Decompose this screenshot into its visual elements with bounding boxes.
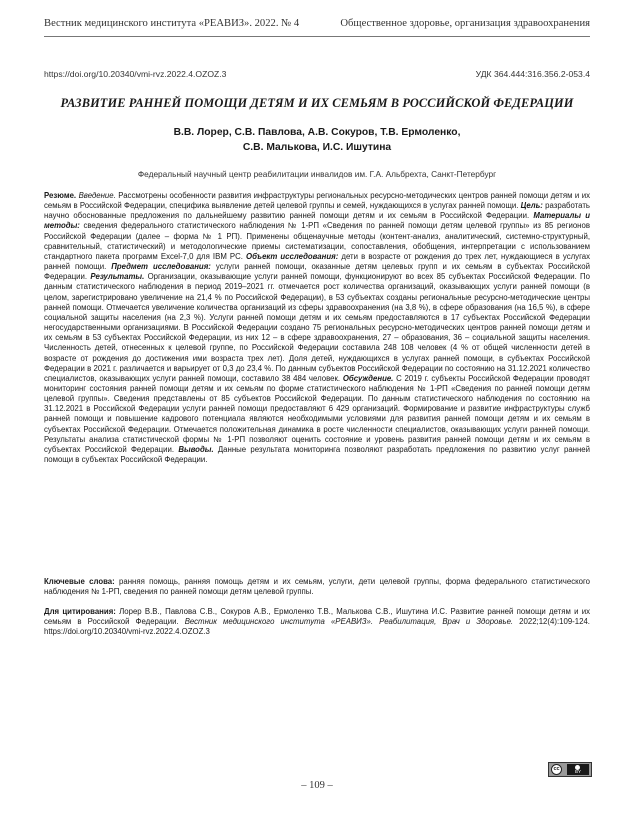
authors-line-1: В.В. Лорер, С.В. Павлова, А.В. Сокуров, Т.В. Ермоленко, [173,127,461,138]
keywords-label: Ключевые слова: [44,577,115,586]
methods-label: Материалы и методы: [44,211,590,231]
udk-code: УДК 364.444:316.356.2-053.4 [475,69,590,79]
header-rule [44,36,590,37]
cc-by-license-badge[interactable] [548,762,592,777]
results-label: Результаты. [90,272,145,282]
discussion-text: С 2019 г. субъекты Российской Федерации проводят мониторинг состояния ранней помощи детям и их семьям по форме статистического наблюдения № 1-РП «Сведения по ранней помощи детям целевой группы». Сведения представлены от 85 субъектов Российской Федерации. По данным статистического наблюдения по состоянию на 31.12.2021 в Российской Федерации услуги ранней помощи предоставляют 6 429 организаций. Формирование и развитие инфраструктуры служб ранней помощи и повышение кадрового потенциала являются необходимыми условиями для развития ранней помощи детям и их семьям в субъектах Российской Федерации. Отмечается положительная динамика в росте численности специалистов, оказывающих услуги ранней помощи. Результаты анализа статистической формы № 1-РП позволяют оценить состояние и уровень развития ранней помощи детям и их семьям в субъектах Российской Федерации. [44,373,590,454]
author-list [44,125,590,155]
results-text: Организации, оказывающие услуги ранней помощи, функционируют во всех 85 субъектах Российской Федерации. По данным статистического наблюдения в период 2019–2021 гг. отмечается рост количества организаций, оказывающих услуги ранней помощи (в целом, зарегистрировано увеличение на 21,4 % по Российской Федерации), в 53 субъектах созданы региональные ресурсно-методические центры ранней помощи. Отмечается увеличение количества организаций из сферы здравоохранения (на 3,8 %), в сфере образования (на 16,5 %), в сфере социальной защиты населения (на 2,3 %). Услуги ранней помощи детям и их семьям предоставляются в 17 субъектах Российской Федерации негосударственными организациями. В Российской Федерации создано 75 региональных ресурсно-методических центров ранней помощи детям и их семьям в 53 субъектах Российской Федерации, из них 12 – в сфере здравоохранения, 27 – образования, 36 – социальной защиты населения. Численность детей, отнесенных к целевой группе, по Российской Федерации составила 248 108 человек (4 % от общей численности детей в возрасте от рождения до достижения ими возраста трех лет). Доля детей, нуждающихся в услугах ранней помощи, в субъектах Российской Федерации в 2021 г. различается и варьирует от 0,3 до 23,4 %. По данным субъектов Российской Федерации по состоянию на 31.12.2021 количество специалистов, оказывающих услуги ранней помощи, составило 38 484 человек. [44,272,590,383]
methods-text: сведения федерального статистического наблюдения № 1-РП «Сведения по ранней помощи детям целевой группы» из 85 регионов Российской Федерации (далее – форма № 1 РП). Применены общенаучные методы (контент-анализ, аналитический, системно-структурный, сравнительный, статистический) и методологические приемы систематизации, сопоставления, обобщения, интерпретации с использованием стандартного пакета программ Excel-7,0 для IBM PC. [44,221,590,261]
authors-line-2: С.В. Малькова, И.С. Ишутина [242,142,392,153]
doi-link[interactable]: https://doi.org/10.20340/vmi-rvz.2022.4.OZOZ.3 [44,69,227,79]
intro-text: Рассмотрены особенности развития инфраструктуры региональных ресурсно-методических центров ранней помощи детям и их семьям в Российской Федерации, специфика выявление детей целевой группы и семей, нуждающихся в услугах ранней помощи. [44,191,590,211]
meta-row [44,69,590,81]
cc-icon: cc [551,764,562,775]
aim-label: Цель: [520,201,543,211]
subject-text: услуги ранней помощи, оказанные детям целевых групп и их семьям в субъектах Российской Федерации. [44,262,591,282]
aim-text: разработать научно обоснованные предложения по дальнейшему развитию ранней помощи детям и их семьям в Российской Федерации. [44,201,590,221]
intro-label: Введение. [78,191,116,200]
keywords-text: ранняя помощь, ранняя помощь детям и их семьям, услуги, дети целевой группы, форма федерального статистического наблюдения № 1-РП, сведения по ранней помощи детям целевой группы. [44,577,590,597]
abstract [44,191,590,465]
article-title: РАЗВИТИЕ РАННЕЙ ПОМОЩИ ДЕТЯМ И ИХ СЕМЬЯМ В РОССИЙСКОЙ ФЕДЕРАЦИИ [60,96,574,110]
citation-journal: Вестник медицинского института «РЕАВИЗ». Реабилитация, Врач и Здоровье. [184,617,514,627]
running-head [44,18,590,32]
subject-label: Предмет исследования: [111,262,211,272]
citation [44,607,590,637]
citation-label: Для цитирования: [44,607,116,616]
object-text: дети в возрасте от рождения до трех лет, нуждающиеся в услугах ранней помощи. [44,251,590,272]
affiliation: Федеральный научный центр реабилитации инвалидов им. Г.А. Альбрехта, Санкт-Петербург [137,169,497,179]
page-number: – 109 – [301,780,333,791]
conclusions-text: Данные результата мониторинга позволяют разработать предложения по развитию услуг ранней помощи в субъектах Российской Федерации. [44,444,590,465]
conclusions-label: Выводы. [178,444,214,454]
by-attribution-icon [567,764,589,775]
object-label: Объект исследования: [246,251,339,261]
section-name: Общественное здоровье, организация здравоохранения [340,18,590,29]
journal-name: Вестник медицинского института «РЕАВИЗ». 2022. № 4 [44,18,300,29]
citation-tail[interactable]: 2022;12(4):109-124. https://doi.org/10.20340/vmi-rvz.2022.4.OZOZ.3 [44,617,590,637]
by-label: BY [574,769,581,774]
keywords [44,577,590,597]
discussion-label: Обсуждение. [342,373,394,383]
citation-text: Лорер В.В., Павлова С.В., Сокуров А.В., Ермоленко Т.В., Малькова С.В., Ишутина И.С. Развитие ранней помощи детям и их семьям в Российской Федерации. [44,607,590,627]
abstract-label: Резюме. [44,191,77,200]
